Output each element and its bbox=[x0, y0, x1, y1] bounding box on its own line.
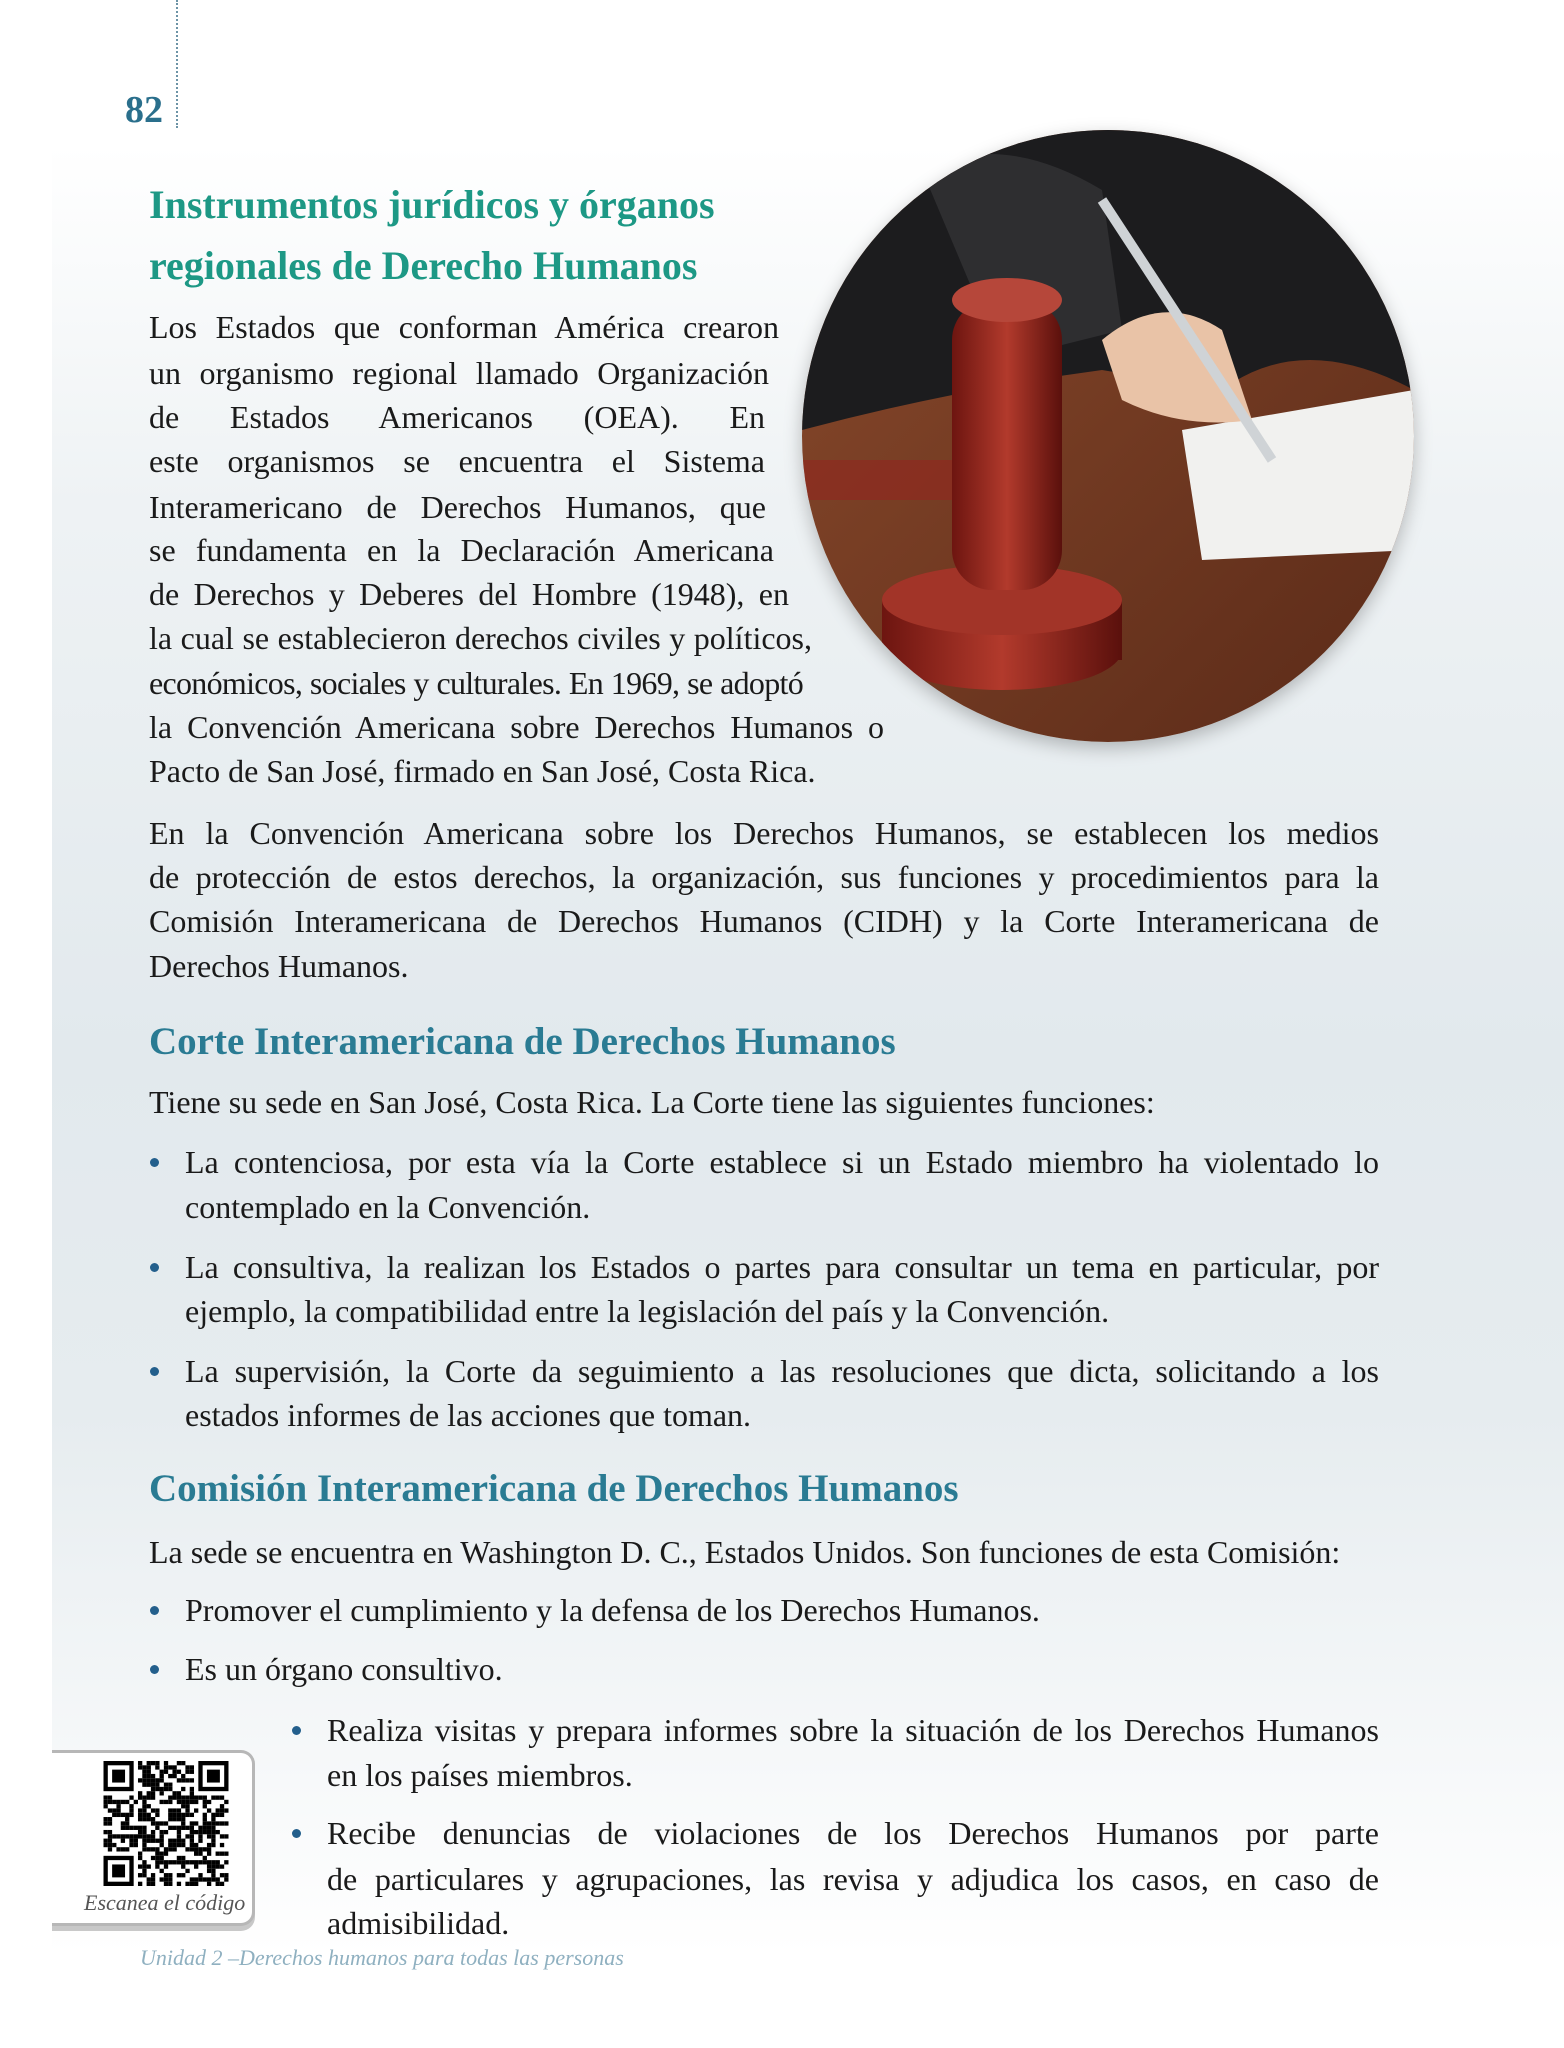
paragraph-line: En la Convención Americana sobre los Derechos Humanos, se establecen los medios bbox=[149, 815, 1379, 851]
comision-intro: La sede se encuentra en Washington D. C., Estados Unidos. Son funciones de esta Comisión: bbox=[149, 1534, 1341, 1570]
qr-caption: Escanea el código bbox=[84, 1890, 246, 1915]
list-item-line: Promover el cumplimiento y la defensa de los Derechos Humanos. bbox=[185, 1592, 1040, 1628]
paragraph-line: de Estados Americanos (OEA). En bbox=[149, 399, 765, 435]
heading-comision: Comisión Interamericana de Derechos Humanos bbox=[149, 1467, 959, 1510]
list-item-line: admisibilidad. bbox=[327, 1905, 510, 1941]
list-item-line: contemplado en la Convención. bbox=[185, 1189, 591, 1225]
list-item-line: La contenciosa, por esta vía la Corte establece si un Estado miembro ha violentado lo bbox=[185, 1144, 1379, 1180]
list-item-line: estados informes de las acciones que toman. bbox=[185, 1397, 752, 1433]
margin-divider bbox=[176, 0, 178, 128]
bullet-icon bbox=[292, 1829, 301, 1838]
paragraph-line: un organismo regional llamado Organización bbox=[149, 355, 769, 391]
main-heading-line-1: Instrumentos jurídicos y órganos bbox=[149, 182, 715, 227]
main-heading-line-2: regionales de Derecho Humanos bbox=[149, 243, 698, 288]
list-item-line: Recibe denuncias de violaciones de los Derechos Humanos por parte bbox=[327, 1815, 1379, 1851]
paragraph-line: la cual se establecieron derechos civiles y políticos, bbox=[149, 620, 812, 656]
paragraph-line: Interamericano de Derechos Humanos, que bbox=[149, 489, 766, 525]
list-item-line: en los países miembros. bbox=[327, 1757, 633, 1793]
paragraph-line: la Convención Americana sobre Derechos Humanos o bbox=[149, 709, 884, 745]
list-item-line: ejemplo, la compatibilidad entre la legislación del país y la Convención. bbox=[185, 1293, 1110, 1329]
list-item-line: Realiza visitas y prepara informes sobre la situación de los Derechos Humanos bbox=[327, 1712, 1379, 1748]
list-item-line: La supervisión, la Corte da seguimiento a las resoluciones que dicta, solicitando a los bbox=[185, 1353, 1379, 1389]
paragraph-line: Comisión Interamericana de Derechos Humanos (CIDH) y la Corte Interamericana de bbox=[149, 903, 1379, 939]
paragraph-line: económicos, sociales y culturales. En 1969, se adoptó bbox=[149, 665, 803, 701]
paragraph-line: se fundamenta en la Declaración Americana bbox=[149, 532, 774, 568]
corte-intro: Tiene su sede en San José, Costa Rica. La Corte tiene las siguientes funciones: bbox=[149, 1084, 1155, 1120]
list-item-line: Es un órgano consultivo. bbox=[185, 1651, 503, 1687]
paragraph-line: Pacto de San José, firmado en San José, Costa Rica. bbox=[149, 753, 816, 789]
bullet-icon bbox=[292, 1726, 301, 1735]
paragraph-line: Los Estados que conforman América crearon bbox=[149, 309, 779, 345]
paragraph-line: de Derechos y Deberes del Hombre (1948), en bbox=[149, 576, 789, 612]
bullet-icon bbox=[150, 1606, 159, 1615]
qr-code[interactable] bbox=[102, 1761, 230, 1886]
list-item-line: de particulares y agrupaciones, las revisa y adjudica los casos, en caso de bbox=[327, 1861, 1379, 1897]
bullet-icon bbox=[150, 1263, 159, 1272]
gavel-photo bbox=[802, 130, 1414, 742]
page-footer: Unidad 2 –Derechos humanos para todas las personas bbox=[140, 1945, 624, 1970]
paragraph-line: Derechos Humanos. bbox=[149, 948, 409, 984]
heading-corte: Corte Interamericana de Derechos Humanos bbox=[149, 1020, 896, 1063]
bullet-icon bbox=[150, 1367, 159, 1376]
paragraph-line: este organismos se encuentra el Sistema bbox=[149, 443, 765, 479]
list-item-line: La consultiva, la realizan los Estados o partes para consultar un tema en particular, por bbox=[185, 1249, 1379, 1285]
bullet-icon bbox=[150, 1665, 159, 1674]
page-number: 82 bbox=[125, 89, 163, 131]
bullet-icon bbox=[150, 1158, 159, 1167]
paragraph-line: de protección de estos derechos, la organización, sus funciones y procedimientos para la bbox=[149, 859, 1379, 895]
